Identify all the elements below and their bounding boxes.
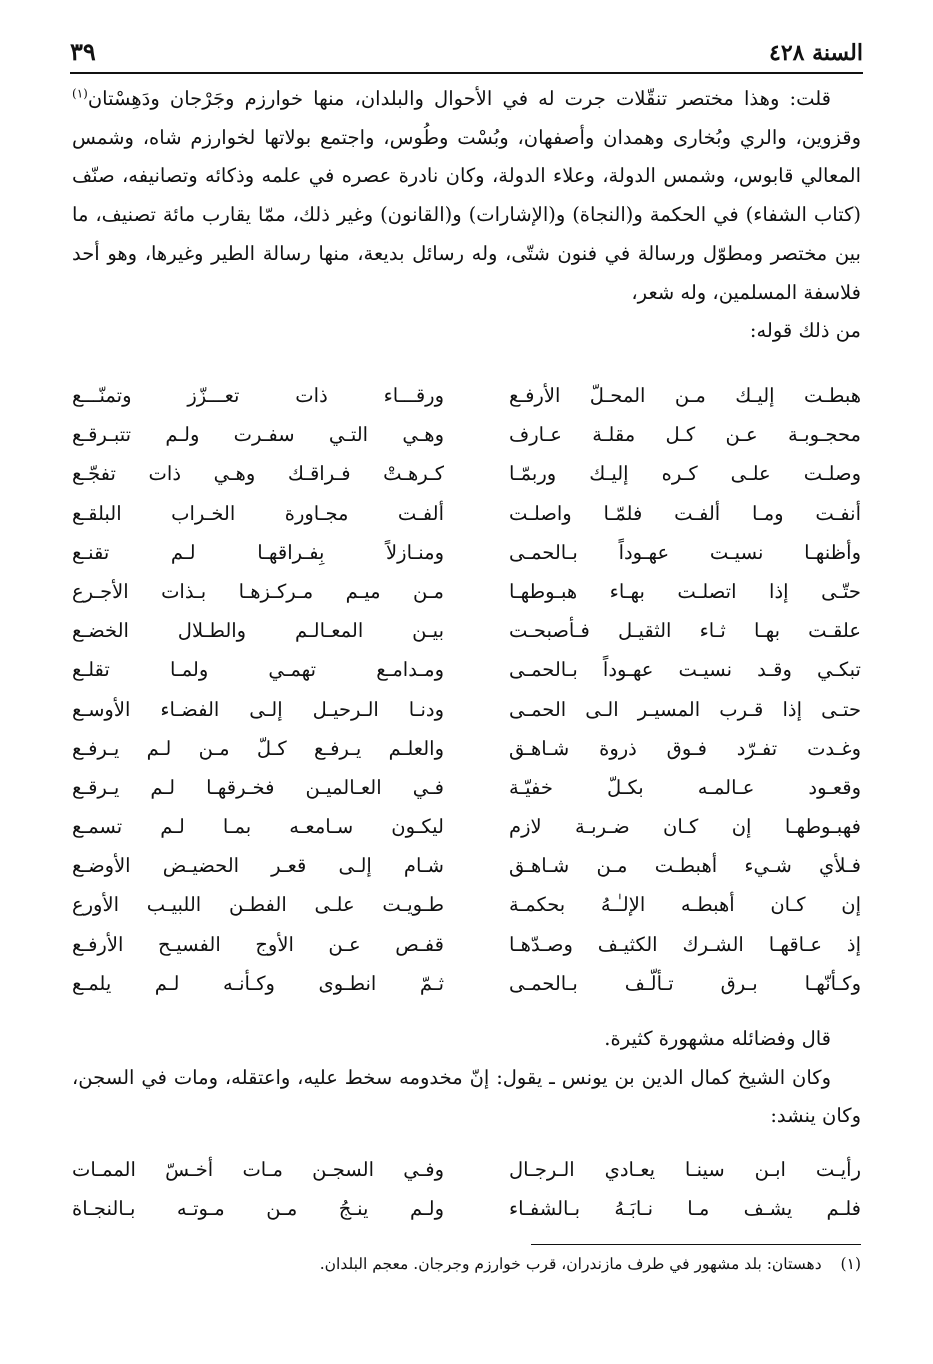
intro-text-after-footnote: وقزوين، والري وبُخارى وهمدان وأصفهان، وبُسْت وطُوس، واجتمع بولاتها لخوارزم شاه، وشمس المعالي قابوس، وشمس الدولة، وعلاء الدولة، وكان نادرة عصره في علمه وذكائه وتصانيفه، صنّف (كتاب الشفاء) في الحكمة و(النجاة) و(الإشارات) و(القانون) وغير ذلك، ممّا يقارب مائة تصنيف، ما بين مختصر ومطوّل ورسالة في فنون شتّى، وله رسائل بديعة، منها رسالة الطير وغيرها، وهو أحد فلاسفة المسلمين، وله شعر، (72, 125, 861, 304)
verse-second-hemistich: مـن ميـم مـركـزهـا بـذات الأجـرع (72, 579, 444, 603)
verse-row (72, 690, 861, 729)
verse-second-hemistich: بيـن المعـالـم والطـلال الخضـع (72, 619, 444, 643)
verse-first-hemistich: فـلأي شـيء أهبطـت مـن شـاهـق (509, 854, 861, 878)
closing-line: قال وفضائله مشهورة كثيرة. (604, 1027, 831, 1050)
verse-row (72, 807, 861, 846)
footnote (72, 1250, 861, 1278)
verse-row (72, 964, 861, 1003)
verse-first-hemistich: فهبـوطهـا إن كـان ضـربـة لازم (509, 815, 861, 839)
poem-secondary (72, 1150, 861, 1228)
verse-second-hemistich: ولـم ينـجُ مـن مـوتـه بـالنجـاة (72, 1197, 444, 1221)
verse-second-hemistich: وفـي السجـن مـات أخـسّ الممـات (72, 1158, 444, 1181)
after-text (72, 1020, 861, 1136)
footnote-divider (531, 1244, 861, 1245)
verse-row (72, 729, 861, 768)
verse-first-hemistich: وصلـت علـى كـره إليـك وربمّـا (509, 462, 861, 486)
verse-first-hemistich: محجـوبـة عـن كـل مقلـة عـارف (509, 423, 861, 447)
page-number: ٣٩ (70, 37, 96, 66)
verse-second-hemistich: كـرهـتْ فـراقـك وهـي ذات تفجّـع (72, 462, 444, 486)
verse-row (72, 415, 861, 454)
verse-second-hemistich: فـي العـالميـن فخـرقهـا لـم يـرقـع (72, 775, 444, 799)
intro-text-before-footnote: قلت: وهذا مختصر تنقّلات جرت له في الأحوال والبلدان، منها خوارزم وجَرْجان ودَهِسْتان (87, 87, 831, 110)
verse-second-hemistich: ليكـون سـامعـه بمـا لـم تسمـع (72, 815, 444, 839)
poem-main (72, 376, 861, 1003)
verse-row (72, 1189, 861, 1228)
verse-second-hemistich: طـويـت علـى الفطـن اللبيـب الأورع (72, 893, 444, 917)
verse-row (72, 494, 861, 533)
verse-first-hemistich: علقـت بهـا ثـاء الثقيـل فـأصبحـت (509, 619, 861, 643)
verse-row (72, 925, 861, 964)
verse-row (72, 611, 861, 650)
running-title: السنة ٤٢٨ (769, 40, 863, 66)
verse-row (72, 533, 861, 572)
verse-first-hemistich: رأيـت ابـن سينـا يعـادي الـرجـال (509, 1158, 861, 1181)
verse-second-hemistich: ألفـت مجـاورة الخـراب البلقـع (72, 501, 444, 525)
verse-second-hemistich: ودنـا الـرحيـل إلـى الفضـاء الأوسـع (72, 697, 444, 721)
verse-row (72, 885, 861, 924)
verse-second-hemistich: قفـص عـن الأوج الفسيـح الأرفـع (72, 932, 444, 956)
verse-first-hemistich: حتّـى إذا اتصلـت بهـاء هبـوطهـا (509, 579, 861, 603)
verse-second-hemistich: شـام إلـى قعـر الحضيـض الأوضـع (72, 854, 444, 878)
verse-first-hemistich: إذ عـاقهـا الشـرك الكثيـف وصـدّهـا (509, 932, 861, 956)
verse-first-hemistich: هبطـت إليـك مـن المحـلّ الأرفـع (509, 384, 861, 407)
verse-row (72, 1150, 861, 1189)
verse-first-hemistich: وأظنهـا نسيـت عهـوداً بـالحمـى (509, 540, 861, 564)
verse-second-hemistich: والعلـم يـرفـع كـلّ مـن لـم يـرفـع (72, 736, 444, 760)
verse-first-hemistich: وكـأنّهـا بـرق تـألّـف بـالحمـى (509, 971, 861, 995)
intro-paragraph (72, 80, 861, 312)
verse-first-hemistich: وغـدت تفـرّد فـوق ذروة شـاهـق (509, 736, 861, 760)
footnote-text: دهستان: بلد مشهور في طرف مازندران، قرب خوارزم وجرجان. معجم البلدان. (319, 1255, 822, 1273)
verse-first-hemistich: إن كـان أهبطـه الإلـٰـهُ بحكمـة (509, 893, 861, 917)
verse-first-hemistich: حتـى إذا قـرب المسيـر الـى الحمـى (509, 697, 861, 721)
verse-row (72, 454, 861, 493)
verse-second-hemistich: ثـمّ انطـوى وكـأنـه لـم يلمـع (72, 971, 444, 995)
verse-row (72, 846, 861, 885)
verse-second-hemistich: ومـدامـع تهمـي ولمـا تقلـع (72, 658, 444, 682)
verse-second-hemistich: ومنـازلاً بِفـراقهـا لـم تقنـع (72, 540, 444, 564)
verse-second-hemistich: ورقـــاء ذات تعـــزّز وتمنّـــع (72, 384, 444, 407)
verse-first-hemistich: أنفـت ومـا ألفـت فلمّـا واصلـت (509, 501, 861, 525)
verse-second-hemistich: وهـي التـي سفـرت ولـم تتبـرقـع (72, 423, 444, 447)
verse-row (72, 572, 861, 611)
verse-first-hemistich: فلـم يشـف مـا نـابَـهُ بـالشفـاء (509, 1197, 861, 1221)
verse-row (72, 376, 861, 415)
footnote-number: (١) (840, 1255, 861, 1273)
verse-first-hemistich: وقعـود عـالمـه بكـلّ خفيّـة (509, 775, 861, 799)
verse-row (72, 768, 861, 807)
verse-row (72, 650, 861, 689)
anecdote-paragraph: وكان الشيخ كمال الدين بن يونس ـ يقول: إنّ مخدومه سخط عليه، واعتقله، ومات في السجن، وكان ينشد: (72, 1065, 861, 1128)
verse-first-hemistich: تبكـي وقـد نسيـت عهـوداً بـالحمـى (509, 658, 861, 682)
intro-text (72, 80, 861, 351)
intro-last-line: من ذلك قوله: (749, 319, 861, 343)
page-header (70, 30, 863, 74)
footnote-marker[interactable]: (١) (72, 86, 88, 101)
